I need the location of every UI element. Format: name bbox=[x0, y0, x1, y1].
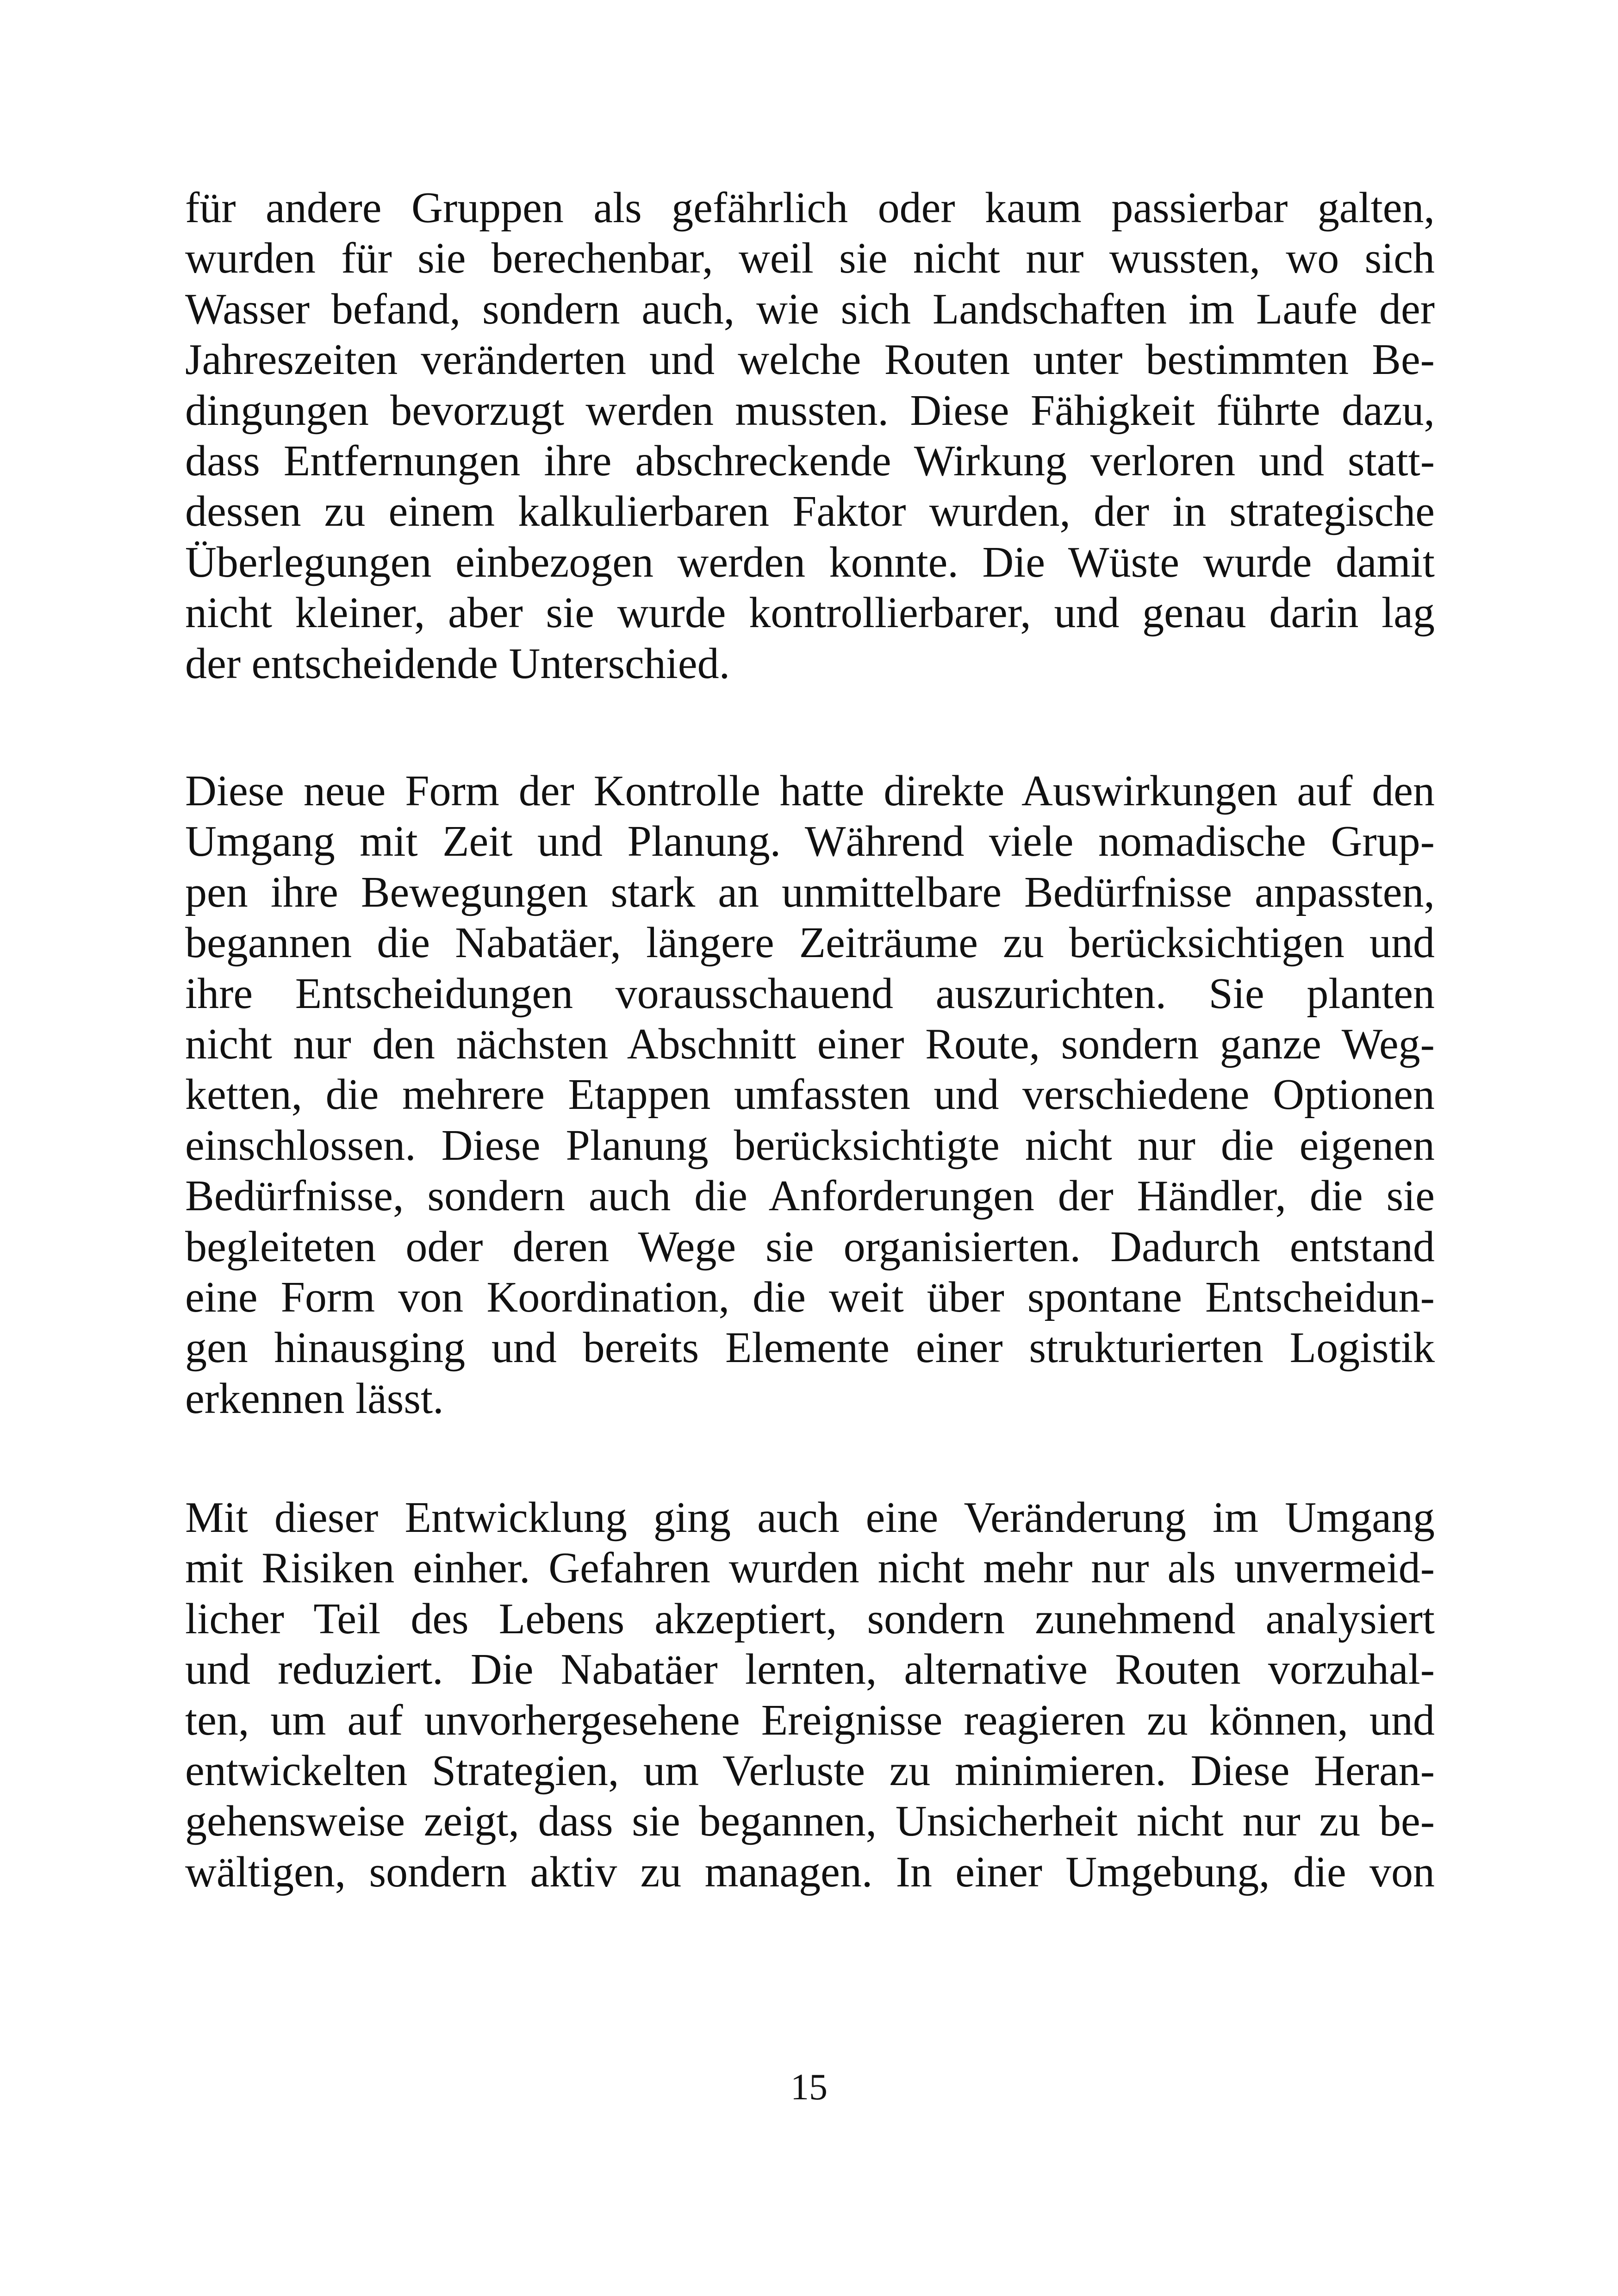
text-line: pen ihre Bewegungen stark an unmittelbare Bedürfnisse anpassten, bbox=[185, 868, 1435, 916]
text-line: wurden für sie berechenbar, weil sie nicht nur wussten, wo sich bbox=[185, 234, 1435, 283]
text-line: und reduziert. Die Nabatäer lernten, alternative Routen vorzuhal- bbox=[185, 1645, 1435, 1694]
text-line: begannen die Nabatäer, längere Zeiträume zu berücksichtigen und bbox=[185, 919, 1435, 967]
text-line: einschlossen. Diese Planung berücksichtigte nicht nur die eigenen bbox=[185, 1121, 1435, 1170]
text-line: dass Entfernungen ihre abschreckende Wirkung verloren und statt- bbox=[185, 436, 1435, 485]
text-line: gen hinausging und bereits Elemente einer strukturierten Logistik bbox=[185, 1324, 1435, 1372]
text-line: mit Risiken einher. Gefahren wurden nicht mehr nur als unvermeid- bbox=[185, 1544, 1435, 1593]
text-line: ketten, die mehrere Etappen umfassten und verschiedene Optionen bbox=[185, 1070, 1435, 1119]
text-line: Bedürfnisse, sondern auch die Anforderungen der Händler, die sie bbox=[185, 1172, 1435, 1220]
text-line: ihre Entscheidungen vorausschauend auszurichten. Sie planten bbox=[185, 969, 1435, 1018]
text-line: Überlegungen einbezogen werden konnte. Die Wüste wurde damit bbox=[185, 538, 1435, 586]
paragraph-1 bbox=[185, 183, 1435, 689]
text-line: gehensweise zeigt, dass sie begannen, Unsicherheit nicht nur zu be- bbox=[185, 1797, 1435, 1846]
text-line: Wasser befand, sondern auch, wie sich Landschaften im Laufe der bbox=[185, 285, 1435, 333]
paragraph-3 bbox=[185, 1493, 1435, 1898]
paragraph-2 bbox=[185, 766, 1435, 1424]
page-number: 15 bbox=[790, 2067, 828, 2108]
text-line: erkennen lässt. bbox=[185, 1374, 444, 1423]
text-line: eine Form von Koordination, die weit über spontane Entscheidun- bbox=[185, 1273, 1435, 1321]
text-line: dingungen bevorzugt werden mussten. Diese Fähigkeit führte dazu, bbox=[185, 386, 1435, 435]
text-line: Jahreszeiten veränderten und welche Routen unter bestimmten Be- bbox=[185, 336, 1435, 384]
text-line: wältigen, sondern aktiv zu managen. In einer Umgebung, die von bbox=[185, 1848, 1435, 1896]
text-line: Diese neue Form der Kontrolle hatte direkte Auswirkungen auf den bbox=[185, 767, 1435, 815]
text-line: der entscheidende Unterschied. bbox=[185, 639, 730, 688]
text-line: nicht nur den nächsten Abschnitt einer Route, sondern ganze Weg- bbox=[185, 1020, 1435, 1068]
text-line: dessen zu einem kalkulierbaren Faktor wurden, der in strategische bbox=[185, 487, 1435, 536]
text-line: nicht kleiner, aber sie wurde kontrollierbarer, und genau darin lag bbox=[185, 589, 1435, 637]
text-line: begleiteten oder deren Wege sie organisierten. Dadurch entstand bbox=[185, 1222, 1435, 1271]
text-line: ten, um auf unvorhergesehene Ereignisse reagieren zu können, und bbox=[185, 1696, 1435, 1744]
text-line: Mit dieser Entwicklung ging auch eine Veränderung im Umgang bbox=[185, 1493, 1435, 1542]
text-line: entwickelten Strategien, um Verluste zu minimieren. Diese Heran- bbox=[185, 1746, 1435, 1795]
text-line: licher Teil des Lebens akzeptiert, sondern zunehmend analysiert bbox=[185, 1594, 1435, 1643]
text-line: für andere Gruppen als gefährlich oder kaum passierbar galten, bbox=[185, 184, 1435, 232]
text-line: Umgang mit Zeit und Planung. Während viele nomadische Grup- bbox=[185, 817, 1435, 866]
